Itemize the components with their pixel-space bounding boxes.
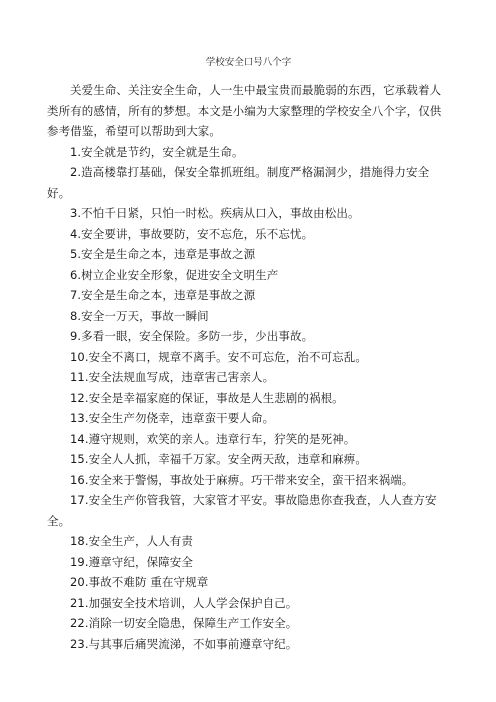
list-item: 22.消除一切安全隐患，保障生产工作安全。 [70,616,298,630]
list-item: 3.不怕千日紧，只怕一时松。疾病从口入，事故由松出。 [70,206,360,220]
list-item: 18.安全生产，人人有责 [70,534,193,548]
list-item: 21.加强安全技术培训，人人学会保护自己。 [70,595,298,610]
list-item: 23.与其事后痛哭流涕，不如事前遵章守纪。 [70,636,298,651]
list-item: 10.安全不离口，规章不离手。安不可忘危，治不可忘乱。 [70,349,367,364]
list-item: 7.安全是生命之本，违章是事故之源 [70,288,256,302]
list-item: 2.造高楼靠打基础，保安全靠抓班组。制度严格漏洞少，措施得力安全好。 [47,165,430,200]
document-title: 学校安全口号八个字 [205,57,292,68]
list-item: 4.安全要讲，事故要防，安不忘危，乐不忘忧。 [70,226,314,241]
list-item: 6.树立企业安全形象，促进安全文明生产 [70,267,279,282]
list-item: 13.安全生产勿侥幸，违章蛮干要人命。 [70,411,275,425]
list-item: 12.安全是幸福家庭的保证，事故是人生悲剧的祸根。 [70,390,344,405]
slogan-list [47,142,450,655]
list-item: 16.安全来于警惕，事故处于麻痹。巧干带来安全，蛮干招来祸端。 [70,472,414,487]
list-item: 9.多看一眼，安全保险。多防一步，少出事故。 [70,329,314,343]
list-item: 20.事故不难防 重在守规章 [70,575,209,589]
list-item: 5.安全是生命之本，违章是事故之源 [70,247,256,261]
list-item: 15.安全人人抓，幸福千万家。安全两天敌，违章和麻痹。 [70,452,367,466]
intro-paragraph: 关爱生命、关注安全生命，人一生中最宝贵而最脆弱的东西，它承载着人类所有的感情，所有的梦想。本文是小编为大家整理的学校安全八个字，仅供参考借鉴，希望可以帮助到大家。 [47,83,442,138]
list-item: 17.安全生产你管我管，大家管才平安。事故隐患你查我查，人人查方安全。 [47,493,437,528]
list-item: 1.安全就是节约，安全就是生命。 [70,144,244,159]
list-item: 8.安全一万天，事故一瞬间 [70,308,209,323]
list-item: 11.安全法规血写成，违章害己害亲人。 [70,370,275,384]
list-item: 14.遵守规则，欢笑的亲人。违章行车，狞笑的是死神。 [70,431,356,446]
list-item: 19.遵章守纪，保障安全 [70,554,193,569]
